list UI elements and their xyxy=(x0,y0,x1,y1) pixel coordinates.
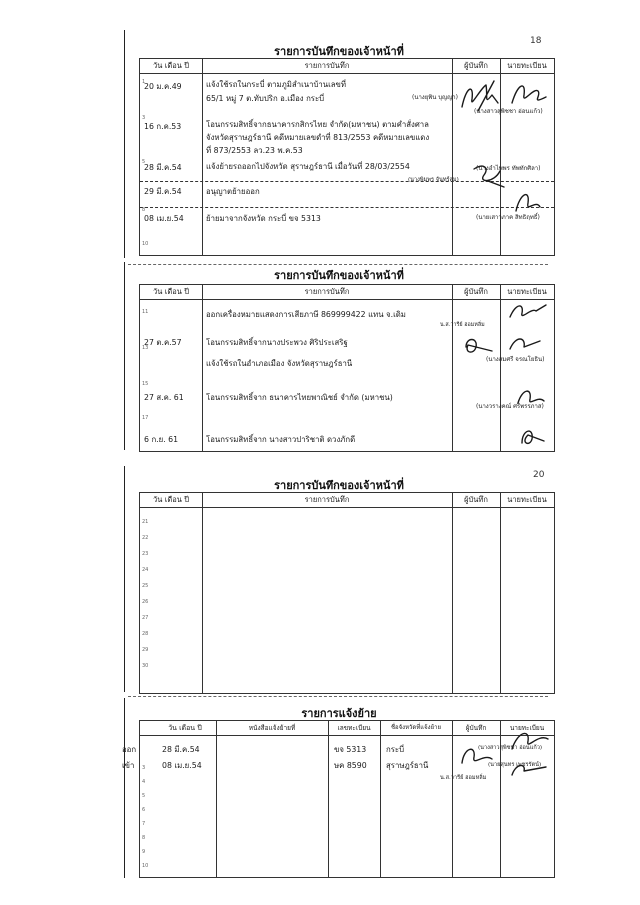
entry-date: 08 เม.ย.54 xyxy=(144,214,184,223)
entry-text: ย้ายมาจากจังหวัด กระบี่ ขจ 5313 xyxy=(206,214,321,223)
transfer-kind: ออก xyxy=(122,745,137,754)
transfer-date: 28 มี.ค.54 xyxy=(162,745,200,754)
registrar-name: (นางสาวสุพิชชา อ่อนแก้ว) xyxy=(474,108,543,115)
col-header-date: วัน เดือน ปี xyxy=(153,495,189,504)
registrar-name: (นายสุนทร เพชรรัตน์) xyxy=(488,762,542,768)
page-number-18: 18 xyxy=(530,36,542,46)
entry-date: 29 มี.ค.54 xyxy=(144,187,182,196)
registrar-name: (นางสาวสุพิชชา อ่อนแก้ว) xyxy=(478,745,543,751)
signature xyxy=(516,421,548,449)
entry-text: แจ้งใช้รถในกระบี่ ตามภูมิลำเนาบ้านเลขที่ xyxy=(206,80,347,89)
officer-record-sheet-1 xyxy=(124,30,553,258)
entry-text: แจ้งใช้รถในอำเภอเมือง จังหวัดสุราษฎร์ธานี xyxy=(206,359,353,368)
transfer-plate: ษค 8590 xyxy=(334,761,367,770)
entry-date: 28 มี.ค.54 xyxy=(144,163,182,172)
signature xyxy=(458,335,498,359)
col-header-recorder: ผู้บันทึก xyxy=(464,495,488,504)
registrar-name: (นางวรางคณ์ ศรีพรรภาส) xyxy=(476,403,544,410)
registrar-name: (นางอำไพพร ทัพทักศิลา) xyxy=(476,165,541,172)
sheet-title: รายการบันทึกของเจ้าหน้าที่ xyxy=(274,479,404,492)
entry-text: ออกเครื่องหมายแสดงการเสียภาษี 869999422 แทน จ.เดิม xyxy=(206,310,406,319)
transfer-province: สุราษฎร์ธานี xyxy=(386,761,429,770)
col-header-province: ชื่อจังหวัดที่แจ้งย้าย xyxy=(390,724,441,731)
entry-text: โอนกรรมสิทธิ์จากนางประพวง ศิริประเสริฐ xyxy=(206,338,348,347)
entry-text: 65/1 หมู่ 7 ต.ทับปริก อ.เมือง กระบี่ xyxy=(206,94,325,103)
col-header-record: รายการบันทึก xyxy=(304,287,350,296)
entry-text: อนุญาตย้ายออก xyxy=(206,187,260,196)
signature xyxy=(510,187,546,217)
entry-text: โอนกรรมสิทธิ์จาก นางสาวปาริชาติ ดวงภักดี xyxy=(206,435,356,444)
officer-record-sheet-3 xyxy=(124,466,553,692)
entry-date: 6 ก.ย. 61 xyxy=(144,435,179,444)
scan-mark xyxy=(128,264,548,265)
col-header-plate: เลขทะเบียน xyxy=(337,724,371,732)
record-table: วัน เดือน ปี รายการบันทึก ผู้บันทึก นายทะเบียน 21 22 23 24 25 26 27 28 29 30 xyxy=(139,492,555,694)
entry-date: 27 ส.ค. 61 xyxy=(144,393,184,402)
entry-date: 27 ต.ค.57 xyxy=(144,338,182,347)
col-header-recorder: ผู้บันทึก xyxy=(464,61,488,70)
col-header-registrar: นายทะเบียน xyxy=(507,287,547,296)
col-header-date: วัน เดือน ปี xyxy=(168,724,202,732)
col-header-recorder: ผู้บันทึก xyxy=(465,724,487,732)
transfer-date: 08 เม.ย.54 xyxy=(162,761,202,770)
entry-date: 20 ม.ค.49 xyxy=(144,82,182,91)
col-header-recorder: ผู้บันทึก xyxy=(464,287,488,296)
page-number-20: 20 xyxy=(533,470,545,480)
signature xyxy=(508,725,552,755)
signature xyxy=(506,299,550,323)
registrar-name: (นางสมศรี จรณโยธิน) xyxy=(486,356,545,363)
transfer-record-sheet xyxy=(124,698,553,878)
transfer-table: วัน เดือน ปี หนังสือแจ้งย้ายที่ เลขทะเบียน ชื่อจังหวัดที่แจ้งย้าย ผู้บันทึก นายทะเบียน 3 4 5 6 7 8 9 10 ออก 28 มี.ค.54 ขจ 5313 กระบี่ เข้า 08 เม.ย.54 ษค 8590 สุราษฎร์ธานี (นางสาวสุพิชชา อ่อนแก้ว) น.ส.วารีย์ ฮอมหลิ่ม (นายสุนทร เพชรรัตน์) xyxy=(139,720,555,878)
col-header-date: วัน เดือน ปี xyxy=(153,61,189,70)
entry-text: จังหวัดสุราษฎร์ธานี คดีหมายเลขดำที่ 813/2553 คดีหมายเลขแดง xyxy=(206,133,430,142)
signature xyxy=(470,161,510,191)
scan-mark xyxy=(128,696,548,697)
officer-record-sheet-2 xyxy=(124,262,553,450)
transfer-province: กระบี่ xyxy=(386,745,405,754)
transfer-kind: เข้า xyxy=(122,761,135,770)
signature xyxy=(458,741,498,771)
entry-text: แจ้งย้ายรถออกไปจังหวัด สุราษฎร์ธานี เมื่อวันที่ 28/03/2554 xyxy=(206,162,410,171)
record-table: วัน เดือน ปี รายการบันทึก ผู้บันทึก นายทะเบียน 1 3 5 8 10 20 ม.ค.49 แจ้งใช้รถในกระบี่ ตามภูมิลำเนาบ้านเลขที่ 65/1 หมู่ 7 ต.ทับปริก อ.เมือง กระบี่ 16 ก.ค.53 โอนกรรมสิทธิ์จากธนาคารกสิกรไทย จำกัด(มหาชน) ตามคำสั่งศาล จังหวัดสุราษฎร์ธานี คดีหมายเลขดำที่ 813/2553 คดีหมายเลขแดง ที่ 873/2553 ลว.23 พ.ค.53 28 มี.ค.54 แจ้งย้ายรถออกไปจังหวัด สุราษฎร์ธานี เมื่อวันที่ 28/03/2554 29 มี.ค.54 อนุญาตย้ายออก 08 เม.ย.54 ย้ายมาจากจังหวัด กระบี่ ขจ 5313 (นางยุพิน บุญญา) (นางสาวสุพิชชา อ่อนแก้ว) (นางอำไพพร ทัพทักศิลา) (นางพิมพร จันทร์สม) (นายเสาวภาค สิทธิฤทธิ์) xyxy=(139,58,555,256)
col-header-registrar: นายทะเบียน xyxy=(507,61,547,70)
recorder-name: น.ส.วารีย์ ฮอมหลิ่ม xyxy=(440,322,485,328)
entry-text: ที่ 873/2553 ลว.23 พ.ค.53 xyxy=(206,146,303,155)
col-header-record: รายการบันทึก xyxy=(304,495,350,504)
recorder-name: (นางยุพิน บุญญา) xyxy=(412,94,458,101)
registrar-name: (นายเสาวภาค สิทธิฤทธิ์) xyxy=(476,214,540,221)
recorder-name: (นางพิมพร จันทร์สม) xyxy=(408,177,459,183)
sheet-title: รายการบันทึกของเจ้าหน้าที่ xyxy=(274,269,404,282)
col-header-letter: หนังสือแจ้งย้ายที่ xyxy=(248,724,296,732)
sheet-title: รายการแจ้งย้าย xyxy=(301,707,377,720)
col-header-date: วัน เดือน ปี xyxy=(153,287,189,296)
sheet-title: รายการบันทึกของเจ้าหน้าที่ xyxy=(274,45,404,58)
entry-date: 16 ก.ค.53 xyxy=(144,122,182,131)
col-header-record: รายการบันทึก xyxy=(304,61,350,70)
signature xyxy=(514,385,550,409)
signature xyxy=(508,757,552,781)
col-header-registrar: นายทะเบียน xyxy=(509,724,545,732)
record-table: วัน เดือน ปี รายการบันทึก ผู้บันทึก นายทะเบียน 11 13 15 17 ออกเครื่องหมายแสดงการเสียภาษี 869999422 แทน จ.เดิม 27 ต.ค.57 โอนกรรมสิทธิ์จากนางประพวง ศิริประเสริฐ แจ้งใช้รถในอำเภอเมือง จังหวัดสุราษฎร์ธานี 27 ส.ค. 61 โอนกรรมสิทธิ์จาก ธนาคารไทยพาณิชย์ จำกัด (มหาชน) 6 ก.ย. 61 โอนกรรมสิทธิ์จาก นางสาวปาริชาติ ดวงภักดี (นางสมศรี จรณโยธิน) (นางวรางคณ์ ศรีพรรภาส) น.ส.วารีย์ ฮอมหลิ่ม xyxy=(139,284,555,452)
col-header-registrar: นายทะเบียน xyxy=(507,495,547,504)
signature xyxy=(458,77,508,115)
signature xyxy=(508,77,552,111)
transfer-plate: ขจ 5313 xyxy=(334,745,367,754)
signature xyxy=(506,333,546,355)
recorder-name: น.ส.วารีย์ ฮอมหลิ่ม xyxy=(440,775,487,781)
entry-text: โอนกรรมสิทธิ์จาก ธนาคารไทยพาณิชย์ จำกัด (มหาชน) xyxy=(206,393,393,402)
entry-text: โอนกรรมสิทธิ์จากธนาคารกสิกรไทย จำกัด(มหาชน) ตามคำสั่งศาล xyxy=(206,120,429,129)
